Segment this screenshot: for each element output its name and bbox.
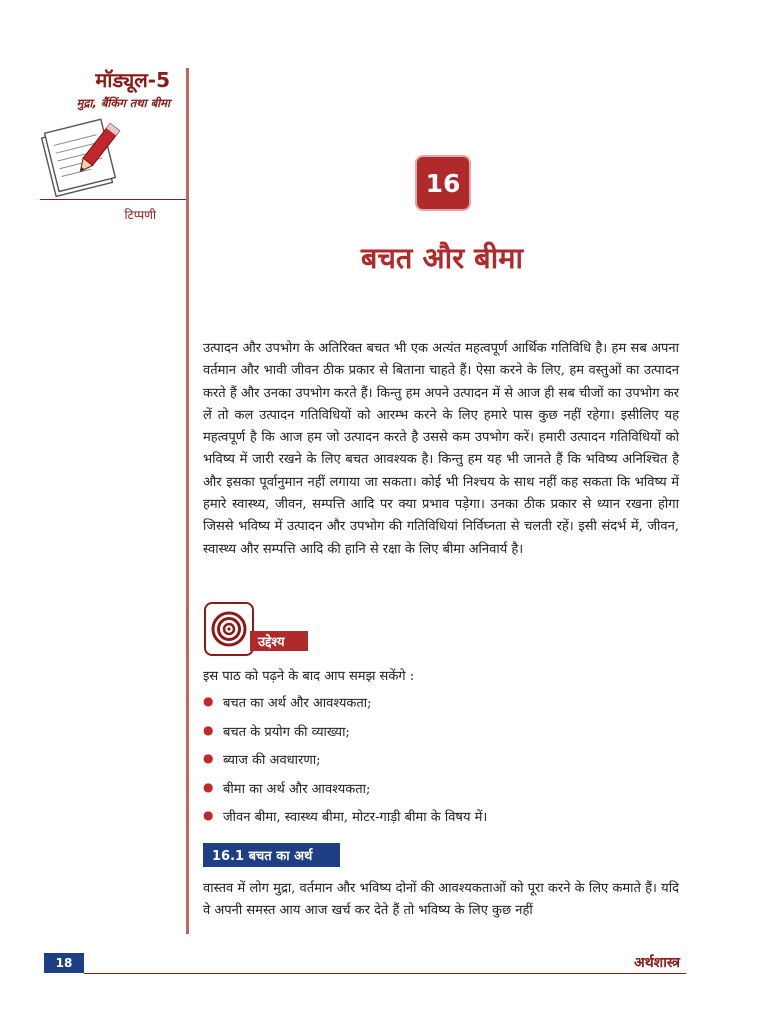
list-item: ● बीमा का अर्थ और आवश्यकता; [203, 779, 371, 797]
list-item: ● बचत के प्रयोग की व्याख्या; [203, 722, 350, 740]
objectives-label: उद्देश्य [250, 631, 308, 651]
bullet-icon: ● [203, 751, 214, 765]
list-item: ● बचत का अर्थ और आवश्यकता; [203, 694, 372, 711]
bullet-icon: ● [203, 722, 214, 737]
list-item: ● ब्याज की अवधारणा; [203, 751, 321, 768]
margin-divider [40, 199, 186, 200]
objectives-intro: इस पाठ को पढ़ने के बाद आप समझ सकेंगे : [203, 669, 415, 684]
notepad-pencil-icon [38, 118, 122, 200]
chapter-number-badge: 16 [415, 155, 471, 211]
bullet-icon: ● [203, 694, 214, 708]
book-title: अर्थशास्त्र [634, 955, 680, 971]
list-item: ● जीवन बीमा, स्वास्थ्य बीमा, मोटर-गाड़ी बीमा के विषय में। [203, 808, 488, 825]
target-icon [204, 602, 254, 656]
module-subtitle: मुद्रा, बैंकिंग तथा बीमा [76, 96, 170, 110]
footer-rule [84, 973, 686, 974]
section-heading: 16.1 बचत का अर्थ [203, 843, 340, 867]
objectives-list [203, 693, 487, 836]
section-paragraph: वास्तव में लोग मुद्रा, वर्तमान और भविष्य दोनों की आवश्यकताओं को पूरा करने के लिए कमाते हैं। यदि वे अपनी समस्त आय आज खर्च कर देते हैं तो भविष्य के लिए कुछ नहीं [203, 881, 679, 919]
module-label: मॉड्यूल-5 [95, 68, 170, 92]
note-label: टिप्पणी [124, 208, 156, 222]
vertical-rule [186, 68, 189, 934]
intro-paragraph: उत्पादन और उपभोग के अतिरिक्त बचत भी एक अत्यंत महत्वपूर्ण आर्थिक गतिविधि है। हम सब अपना वर्तमान और भावी जीवन ठीक प्रकार से बिताना चाहते हैं। ऐसा करने के लिए, हम वस्तुओं का उत्पादन करते हैं और उनका उपभोग करते हैं। किन्तु हम अपने उत्पादन में से आज ही सब चीजों का उपभोग कर लें तो कल उत्पादन गतिविधियों को आरम्भ करने के लिए हमारे पास कुछ नहीं रहेगा। इसीलिए यह महत्वपूर्ण है कि आज हम जो उत्पादन करते है उससे कम उपभोग करें। हमारी उत्पादन गतिविधियों को भविष्य में जारी रखने के लिए बचत आवश्यक है। किन्तु हम यह भी जानते हैं कि भविष्य अनिश्चित है और इसका पूर्वानुमान नहीं लगाया जा सकता। कोई भी निश्चय के साथ नहीं कह सकता कि भविष्य में हमारे स्वास्थ्य, जीवन, सम्पत्ति आदि पर क्या प्रभाव पड़ेगा। उनका ठीक प्रकार से ध्यान रखना होगा जिससे भविष्य में उत्पादन और उपभोग की गतिविधियां निर्विघ्नता से चलती रहें। इसी संदर्भ में, जीवन, स्वास्थ्य और सम्पत्ति आदि की हानि से रक्षा के लिए बीमा अनिवार्य है। [203, 341, 679, 557]
page-number: 18 [44, 953, 84, 973]
chapter-title: बचत और बीमा [360, 241, 524, 275]
bullet-icon: ● [203, 808, 214, 822]
bullet-icon: ● [203, 779, 214, 794]
